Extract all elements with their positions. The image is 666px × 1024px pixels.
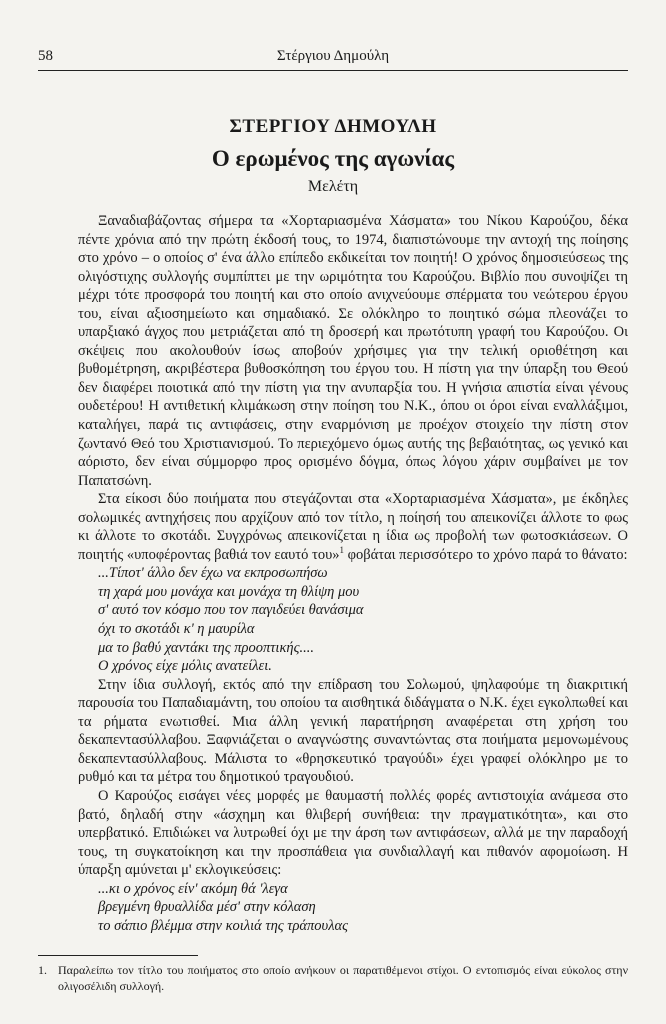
verse-line: βρεγμένη θρυαλλίδα μέσ' στην κόλαση (98, 899, 316, 916)
paragraph-1: Ξαναδιαβάζοντας σήμερα τα «Χορταριασμένα Χάσματα» του Νίκου Καρούζου, δέκα πέντε χρόνια από την πρώτη έκδοσή τους, το 1974, διαπιστώνουμε την αντοχή της ποίησης στο χρόνο – ο οποίος σ' ένα άλλο επίπεδο εκδικείται τον ποιητή! Ο χρόνος δημοσιεύσεως της ολιγόστιχης συλλογής συμπίπτει με την ωριμότητα του Καρούζου. Βιβλίο που συνοψίζει τη μέχρι τότε προσφορά του ποιητή και στο οποίο ανιχνεύουμε σπέρματα του νεώτερου έργου του, είναι αξιοσημείωτο και σημαδιακό. Σε ολόκληρο το ποιητικό σώμα πλεονάζει το υπαρξιακό άγχος που μετριάζεται από τη δροσερή και πρωτότυπη γραφή του Καρούζου. Οι σκέψεις που ακολουθούν ίσως αποβούν χρήσιμες για την τελική οριοθέτηση και βυθομέτρηση, ακριβέστερα βυθοσκόπηση του έργου του. Η πίστη για την ύπαρξη του Θεού δεν διαφέρει ποιοτικά από την πίστη για την ανυπαρξία του. Η γνήσια απιστία είναι γένους ουδετέρου! Η αντιθετική κλιμάκωση στην ποίηση του Ν.Κ., όπου οι όροι είναι εναλλάξιμοι, καταλήγει, παρά τις αντιφάσεις, στην εναρμόνιση με προέχον στοιχείο την πίστη στον ζωντανό Θεό του Χριστιανισμού. Το περιεχόμενο όμως αυτής της βεβαιότητας, ως γενικό και αόριστο, δεν είναι σύμμορφο προς ορισμένο δόγμα, όπως λόγου χάριν συμβαίνει με τον Παπατσώνη. (78, 213, 628, 489)
running-head (38, 48, 628, 66)
article-title: Ο ερωμένος της αγωνίας (211, 146, 455, 171)
footnote-text: Παραλείπω τον τίτλο του ποιήματος στο οποίο ανήκουν οι παρατιθέμενοι στίχοι. Ο εντοπισμός είναι εύκολος στην ολιγοσέλιδη συλλογή. (58, 963, 628, 993)
footnote (38, 962, 628, 994)
article-header (38, 116, 628, 200)
verse-quote-2 (78, 880, 628, 936)
footnote-rule (38, 955, 198, 956)
verse-line: το σάπιο βλέμμα στην κοιλιά της τράπουλας (98, 917, 348, 934)
verse-line: όχι το σκοτάδι κ' η μαυρίλα (98, 621, 255, 638)
footnote-marker: 1. (38, 963, 47, 977)
verse-line: ...κι ο χρόνος είν' ακόμη θά 'λεγα (98, 880, 288, 897)
verse-line: ...Τίποτ' άλλο δεν έχω να εκπροσωπήσω (98, 565, 328, 582)
paragraph-2 (78, 490, 628, 564)
paragraph-2-end: φοβάται περισσότερο το χρόνο παρά το θάνατο: (344, 546, 628, 563)
verse-line: σ' αυτό τον κόσμο που τον παγιδεύει θανάσιμα (98, 602, 364, 619)
verse-line: μα το βαθύ χαντάκι της προοπτικής.... (98, 639, 314, 656)
article-subtitle: Μελέτη (307, 178, 359, 195)
footnote-reference: 1 (339, 545, 344, 556)
header-rule (38, 70, 628, 71)
paragraph-2-text: Στα είκοσι δύο ποιήματα που στεγάζονται στα «Χορταριασμένα Χάσματα», με έκδηλες σολωμικές αντηχήσεις που αρχίζουν από τον τίτλο, η ποίησή του απεικονίζει άλλοτε το φως κι άλλοτε το σκοτάδι. Συγχρόνως απεικονίζεται η ίδια ως προβολή των φωτοσκιάσεων. Ο ποιητής «υποφέροντας βαθιά τον εαυτό του» (78, 491, 628, 563)
page-number: 58 (38, 48, 53, 64)
running-title: Στέργιου Δημούλη (276, 48, 390, 64)
verse-line: τη χαρά μου μονάχα και μονάχα τη θλίψη μου (98, 583, 360, 600)
article-body (78, 212, 628, 935)
article-author: ΣΤΕΡΓΙΟΥ ΔΗΜΟΥΛΗ (229, 116, 437, 137)
verse-quote-1 (78, 564, 628, 675)
paragraph-3: Στην ίδια συλλογή, εκτός από την επίδραση του Σολωμού, ψηλαφούμε τη διακριτική παρουσία του Παπαδιαμάντη, του οποίου τα αισθητικά διδάγματα ο Ν.Κ. έχει εγκολπωθεί και τα ρήματα ενωτισθεί. Μια άλλη γενική παρατήρηση αναφέρεται στη χρήση του δεκαπεντασύλλαβου. Ξαφνιάζεται ο αναγνώστης συναντώντας στα ποιήματα μεμονωμένους δεκαπεντασύλλαβους. Μάλιστα το «θρησκευτικό τραγούδι» έχει γραφεί ολόκληρο με το ρυθμό και τα μέτρα του δημοτικού τραγουδιού. (78, 676, 628, 786)
paragraph-4: Ο Καρούζος εισάγει νέες μορφές με θαυμαστή πολλές φορές αντιστοιχία ανάμεσα στο βατό, δηλαδή στην «άσχημη και θλιβερή συνήθεια: την πραγματικότητα», και στο υπερβατικό. Επιδιώκει να λυτρωθεί όχι με την άρση των αντιφάσεων, αλλά με την παραδοχή τους, τη συγκατοίκηση και την προσπάθεια για συνδιαλλαγή και πιθανόν αφομοίωση. Η ύπαρξη αμύνεται μ' εκλογικεύσεις: (78, 787, 628, 879)
verse-line: Ο χρόνος είχε μόλις ανατείλει. (98, 658, 272, 675)
